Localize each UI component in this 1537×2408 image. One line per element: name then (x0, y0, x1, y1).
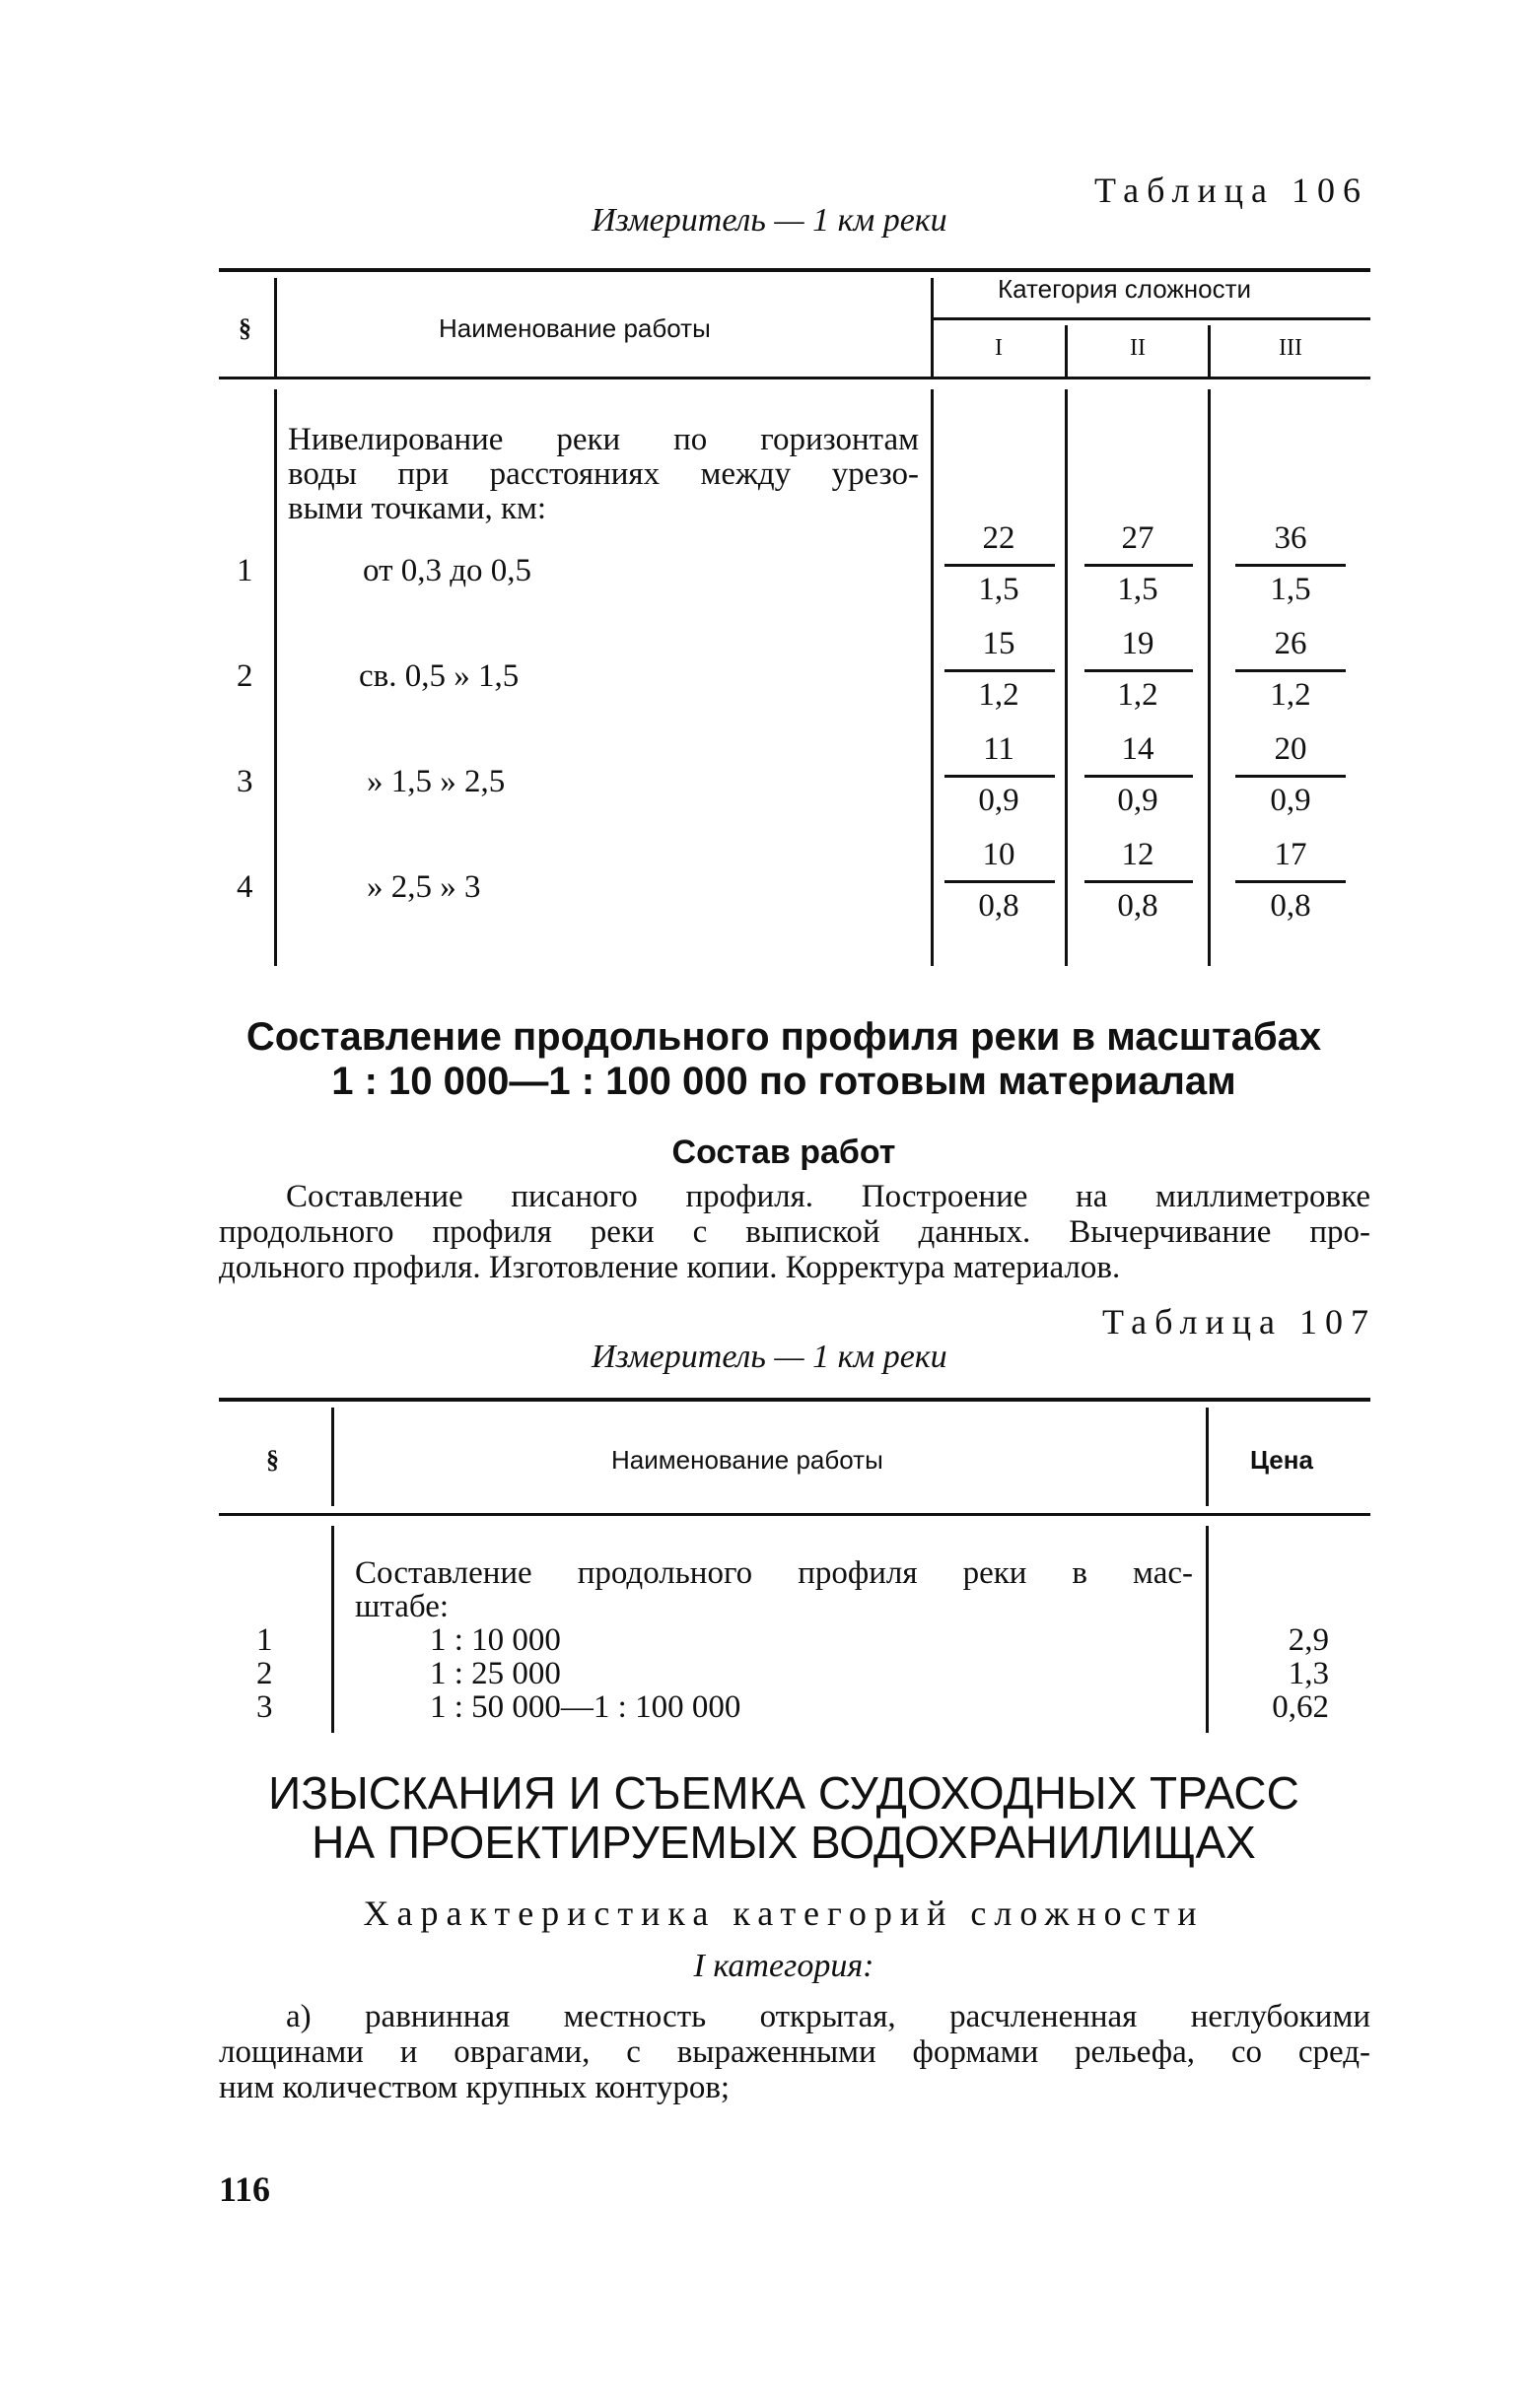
cell-bottom: 1,2 (1117, 677, 1158, 713)
section-title: Составление продольного профиля реки в масштабах (245, 1015, 1322, 1059)
table-top-rule (219, 268, 1370, 272)
header-bottom-rule (219, 377, 1370, 379)
row-num: 4 (237, 869, 253, 905)
cell-bottom: 0,8 (978, 888, 1019, 924)
cell-bottom: 0,9 (1270, 783, 1311, 818)
section-subhead: Состав работ (671, 1134, 896, 1171)
fraction-line (1235, 880, 1346, 883)
fraction-line (944, 775, 1055, 778)
header-bottom-rule (219, 1513, 1370, 1516)
body-line: ним количеством крупных контуров; (219, 2070, 731, 2105)
row-intro-line: Нивелирование реки по горизонтам (288, 422, 919, 457)
row-price: 1,3 (1288, 1656, 1329, 1691)
row-intro-line: выми точками, км: (288, 491, 547, 526)
fraction-line (1235, 669, 1346, 672)
category-label: I категория: (693, 1948, 874, 1984)
section-subhead: Характеристика категорий сложности (363, 1893, 1205, 1933)
cell-bottom: 0,9 (978, 783, 1019, 818)
body-line: дольного профиля. Изготовление копии. Корректура материалов. (219, 1250, 1121, 1285)
cell-bottom: 1,5 (1270, 572, 1311, 607)
fraction-line (1084, 669, 1193, 672)
table-caption: Таблица 107 (1102, 1302, 1376, 1342)
table-unit: Измеритель — 1 км реки (592, 202, 947, 239)
cell-bottom: 1,2 (1270, 677, 1311, 713)
row-intro-line: Составление продольного профиля реки в мас- (355, 1555, 1193, 1591)
cell-top: 12 (1121, 837, 1154, 872)
col-divider (274, 278, 277, 377)
col-divider (931, 278, 934, 377)
table-caption: Таблица 106 (1094, 171, 1368, 210)
header-cat-3: III (1279, 335, 1302, 361)
cell-top: 27 (1121, 520, 1154, 556)
header-name: Наименование работы (439, 313, 711, 343)
body-line: Составление писаного профиля. Построение на миллиметровке (286, 1179, 1370, 1214)
fraction-line (1084, 564, 1193, 567)
cell-bottom: 0,9 (1117, 783, 1158, 818)
header-category: Категория сложности (998, 274, 1252, 304)
col-divider (1206, 1526, 1209, 1733)
row-name: 1 : 25 000 (430, 1656, 561, 1691)
row-name: » 2,5 » 3 (367, 869, 481, 905)
row-price: 2,9 (1288, 1622, 1329, 1658)
row-intro-line: штабе: (355, 1589, 450, 1624)
row-name: 1 : 10 000 (430, 1622, 561, 1658)
header-num: § (239, 313, 251, 342)
row-name: св. 0,5 » 1,5 (359, 658, 520, 694)
fraction-line (944, 669, 1055, 672)
row-num: 2 (237, 658, 253, 694)
row-num: 1 (256, 1622, 273, 1658)
row-name: от 0,3 до 0,5 (363, 553, 532, 588)
row-price: 0,62 (1272, 1689, 1329, 1725)
body-line: а) равнинная местность открытая, расчлененная неглубокими (286, 1999, 1370, 2034)
cell-top: 14 (1121, 731, 1154, 767)
cell-bottom: 1,2 (978, 677, 1019, 713)
row-name: 1 : 50 000—1 : 100 000 (430, 1689, 741, 1725)
header-cat-1: I (995, 335, 1003, 361)
col-divider (1206, 1408, 1209, 1506)
cell-bottom: 0,8 (1117, 888, 1158, 924)
section-title: ИЗЫСКАНИЯ И СЪЕМКА СУДОХОДНЫХ ТРАСС (268, 1767, 1299, 1819)
cell-top: 10 (982, 837, 1015, 872)
header-name: Наименование работы (611, 1445, 883, 1475)
cell-bottom: 1,5 (978, 572, 1019, 607)
row-num: 3 (237, 764, 253, 799)
header-category-rule (933, 317, 1370, 320)
fraction-line (1235, 564, 1346, 567)
col-divider (331, 1526, 334, 1733)
fraction-line (944, 564, 1055, 567)
row-intro-line: воды при расстояниях между урезо- (288, 456, 919, 492)
body-line: продольного профиля реки с выпиской данных. Вычерчивание про- (219, 1214, 1370, 1250)
fraction-line (1084, 775, 1193, 778)
cell-top: 19 (1121, 626, 1154, 661)
header-cat-2: II (1130, 335, 1146, 361)
col-divider (274, 389, 277, 966)
cell-bottom: 0,8 (1270, 888, 1311, 924)
cell-top: 17 (1274, 837, 1307, 872)
body-line: лощинами и оврагами, с выраженными формами рельефа, со сред- (219, 2034, 1370, 2070)
row-num: 3 (256, 1689, 273, 1725)
cell-top: 15 (982, 626, 1015, 661)
section-title: НА ПРОЕКТИРУЕМЫХ ВОДОХРАНИЛИЩАХ (312, 1817, 1256, 1868)
cell-top: 26 (1274, 626, 1307, 661)
section-title: 1 : 10 000—1 : 100 000 по готовым материалам (331, 1060, 1236, 1103)
cell-top: 22 (982, 520, 1015, 556)
table-top-rule (219, 1398, 1370, 1402)
row-num: 2 (256, 1656, 273, 1691)
header-num: § (266, 1445, 279, 1474)
cell-top: 36 (1274, 520, 1307, 556)
table-unit: Измеритель — 1 км реки (592, 1339, 947, 1375)
fraction-line (944, 880, 1055, 883)
row-name: » 1,5 » 2,5 (367, 764, 506, 799)
fraction-line (1235, 775, 1346, 778)
cell-top: 20 (1274, 731, 1307, 767)
fraction-line (1084, 880, 1193, 883)
col-divider (331, 1408, 334, 1506)
cell-bottom: 1,5 (1117, 572, 1158, 607)
header-price: Цена (1250, 1445, 1313, 1475)
row-num: 1 (237, 553, 253, 588)
cell-top: 11 (983, 731, 1014, 767)
page-number: 116 (219, 2169, 271, 2209)
